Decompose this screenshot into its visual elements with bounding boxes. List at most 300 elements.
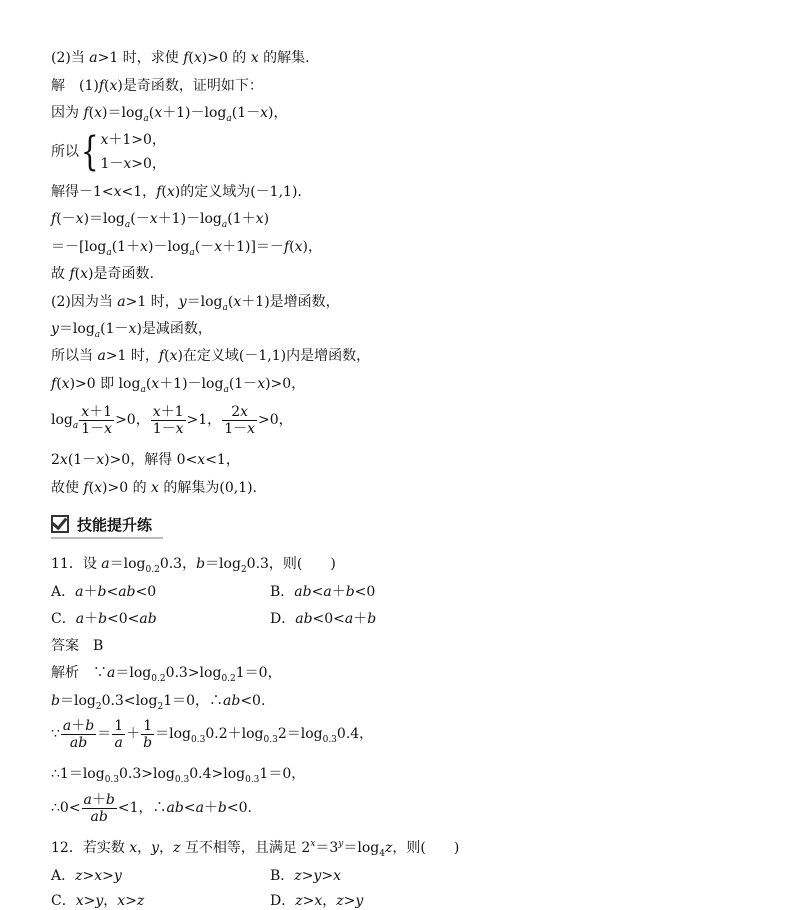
solution-line	[51, 265, 154, 283]
var: b	[105, 791, 115, 808]
var: a	[97, 348, 106, 364]
text: )是奇函数，证明如下：	[117, 78, 263, 94]
subscript: 0.3	[322, 735, 337, 745]
solution-line	[51, 479, 257, 497]
subscript: 2	[240, 565, 247, 575]
text: <0	[354, 584, 376, 600]
text: log	[51, 412, 73, 428]
var: f	[83, 105, 89, 121]
text: ＝log	[205, 556, 241, 572]
var: b	[345, 584, 355, 600]
fraction-line	[51, 402, 293, 440]
text: 1＝0，	[259, 766, 306, 782]
text: B．	[270, 868, 295, 884]
var: x	[123, 156, 132, 172]
text: 因为	[51, 105, 84, 121]
text: (－	[130, 211, 150, 227]
text: )>0 即 log	[69, 376, 141, 392]
subscript: 0.2	[151, 674, 166, 684]
var: x	[109, 78, 118, 94]
subscript: 0.3	[104, 775, 120, 785]
subscript: 0.3	[263, 735, 278, 745]
text: (1－	[67, 452, 97, 468]
text: A．	[51, 584, 76, 600]
solution-line	[51, 375, 305, 395]
text: (1－	[231, 105, 261, 121]
solution-line	[51, 77, 263, 95]
fraction	[79, 404, 114, 437]
text: ，	[137, 840, 152, 856]
var: z	[136, 893, 145, 909]
text: (	[188, 50, 194, 66]
text: (	[227, 294, 234, 310]
inequality-system	[51, 128, 166, 176]
var: a	[101, 556, 110, 572]
subscript: a	[226, 114, 232, 124]
subscript: a	[140, 385, 146, 395]
text: 0.4，	[336, 726, 374, 742]
var: y	[178, 294, 187, 310]
section-title: 技能提升练	[77, 515, 153, 534]
text: 2＝log	[277, 726, 323, 742]
text: <0<	[312, 611, 345, 627]
text: 12．若实数	[51, 840, 130, 856]
text: )>0，	[265, 376, 306, 392]
var: x	[257, 376, 266, 392]
var: y	[313, 868, 322, 884]
text: ＝log	[155, 726, 192, 742]
var: x	[149, 211, 158, 227]
text: 0.3，则( )	[246, 556, 336, 572]
text: ＋	[126, 726, 141, 742]
text: ＋	[83, 584, 98, 600]
solution-line	[51, 104, 287, 124]
option-b	[270, 867, 341, 885]
superscript: x	[310, 839, 316, 849]
option-d	[270, 892, 363, 910]
analysis-line	[51, 692, 265, 712]
text: <	[183, 800, 196, 816]
var: x	[250, 50, 259, 66]
text: >0，	[115, 412, 150, 428]
text: ∴1＝log	[51, 766, 105, 782]
text: >	[343, 893, 356, 909]
text: )在定义域(－1,1)内是增函数，	[177, 348, 371, 364]
var: ab	[294, 584, 312, 600]
denominator: ab	[69, 734, 88, 751]
text: (1－	[100, 321, 129, 337]
fraction	[61, 718, 96, 751]
var: ab	[223, 693, 241, 709]
text: 故	[51, 266, 70, 282]
var: x	[128, 321, 137, 337]
text: ＋	[353, 611, 368, 627]
subscript: 0.3	[174, 775, 190, 785]
heading-underline	[51, 537, 163, 539]
question-part-2	[51, 49, 310, 67]
text: 0.3>log	[119, 766, 175, 782]
subscript: a	[223, 385, 229, 395]
text: ＋1)]＝－	[222, 239, 284, 255]
text: 解析 ∵	[51, 665, 107, 681]
text: )＝log	[83, 211, 125, 227]
subscript: a	[189, 248, 195, 258]
text: <1，	[205, 452, 240, 468]
solution-line	[51, 238, 322, 258]
var: ab	[118, 584, 136, 600]
denominator: b	[143, 734, 153, 751]
text: D．	[270, 611, 296, 627]
option-c	[51, 892, 144, 910]
text: )是奇函数.	[88, 266, 154, 282]
text: ＋1)是增函数，	[241, 294, 340, 310]
text: ＋	[84, 611, 99, 627]
var: x	[104, 420, 113, 437]
text: 1＝0，	[235, 665, 282, 681]
checkbox-check-icon	[51, 515, 69, 533]
subscript: 2	[157, 702, 164, 712]
fraction	[112, 718, 125, 751]
var: a	[75, 584, 84, 600]
var: ab	[166, 800, 184, 816]
text: >1，	[186, 412, 222, 428]
text: 1－	[152, 420, 176, 437]
var: x	[59, 452, 68, 468]
option-a	[51, 583, 156, 601]
text: ，	[159, 840, 174, 856]
var: x	[100, 132, 109, 148]
subscript: a	[94, 330, 101, 340]
var: y	[95, 893, 104, 909]
var: z	[294, 868, 302, 884]
text: 0.2＋log	[205, 726, 264, 742]
text: ∴0<	[51, 800, 81, 816]
var: a	[75, 611, 85, 627]
option-a	[51, 867, 122, 885]
var: b	[51, 693, 60, 709]
var: x	[152, 403, 161, 420]
text: 互不相等，且满足 2	[180, 840, 311, 856]
text: )	[263, 211, 270, 227]
subscript: a	[222, 303, 228, 313]
var: y	[113, 868, 122, 884]
numerator: 1	[141, 718, 154, 735]
var: f	[283, 239, 290, 255]
var: x	[80, 266, 89, 282]
text: 的解集.	[258, 50, 310, 66]
var: b	[217, 800, 227, 816]
denominator: ab	[90, 808, 108, 825]
text: ＋	[331, 584, 346, 600]
text: ＋1	[89, 403, 113, 420]
var: x	[169, 348, 178, 364]
var: f	[69, 266, 75, 282]
solution-line	[51, 347, 370, 365]
var: x	[214, 239, 223, 255]
text: >	[102, 868, 114, 884]
text: 所以	[51, 144, 79, 160]
var: z	[173, 840, 181, 856]
var: x	[117, 893, 126, 909]
text: ＋1)－log	[157, 211, 222, 227]
var: f	[83, 480, 89, 496]
text: (	[145, 376, 152, 392]
brace: {	[80, 129, 99, 175]
text: ＋	[203, 800, 218, 816]
text: >	[301, 868, 314, 884]
text: ＝log	[58, 321, 95, 337]
text: D．	[270, 893, 296, 909]
var: x	[94, 105, 103, 121]
text: (2)当	[51, 50, 90, 66]
var: x	[260, 105, 269, 121]
var: z	[295, 893, 303, 909]
analysis-line	[51, 664, 282, 684]
text: (1－	[228, 376, 258, 392]
question-11-stem	[51, 555, 336, 575]
text: <	[106, 584, 119, 600]
text: 1－	[224, 420, 248, 437]
text: 0.3<log	[101, 693, 158, 709]
text: <	[311, 584, 324, 600]
subscript: 0.2	[221, 674, 236, 684]
var: b	[367, 611, 377, 627]
text: )的定义域为(－1,1).	[174, 184, 302, 200]
text: ＋1>0，	[108, 132, 166, 148]
text: >1 时，	[105, 348, 159, 364]
var: x	[129, 840, 138, 856]
text: B．	[270, 584, 295, 600]
text: ＝log	[109, 556, 146, 572]
text: <0	[135, 584, 157, 600]
var: x	[166, 184, 175, 200]
text: ＝log	[186, 294, 223, 310]
var: x	[233, 294, 242, 310]
text: )，	[268, 105, 288, 121]
text: >1 时，	[125, 294, 179, 310]
text: 1－	[100, 156, 124, 172]
var: a	[62, 717, 72, 734]
analysis-line	[51, 765, 305, 785]
text: >1 时，求使	[97, 50, 184, 66]
analysis-line-fractions	[51, 790, 252, 826]
option-d	[270, 610, 376, 628]
var: x	[81, 403, 90, 420]
text: 0.3，	[159, 556, 197, 572]
subscript: 0.3	[245, 775, 260, 785]
fraction	[222, 404, 257, 437]
var: x	[75, 211, 84, 227]
text: ＝log	[343, 840, 380, 856]
text: )>0 的	[201, 50, 251, 66]
option-c	[51, 610, 157, 628]
var: f	[51, 376, 57, 392]
text: (－	[56, 211, 76, 227]
var: x	[151, 376, 160, 392]
text: ＝	[97, 726, 112, 742]
text: <0<	[107, 611, 140, 627]
text: (	[88, 105, 95, 121]
var: x	[61, 376, 70, 392]
var: a	[83, 791, 92, 808]
text: )，	[302, 239, 322, 255]
var: x	[75, 893, 84, 909]
var: f	[51, 211, 57, 227]
var: x	[94, 480, 103, 496]
text: >0，	[258, 412, 293, 428]
var: y	[355, 893, 364, 909]
text: (	[148, 105, 155, 121]
subscript: a	[143, 114, 149, 124]
subscript: 0.3	[191, 735, 206, 745]
var: x	[314, 893, 323, 909]
var: f	[158, 348, 165, 364]
text: ＝－[log	[51, 239, 107, 255]
question-12-stem	[51, 839, 459, 859]
text: (	[289, 239, 295, 255]
var: f	[156, 184, 162, 200]
var: b	[196, 556, 206, 572]
subscript: 2	[95, 702, 102, 712]
text: )＝log	[102, 105, 144, 121]
text: >	[125, 893, 137, 909]
analysis-line-fractions	[51, 716, 373, 754]
var: b	[97, 584, 107, 600]
var: a	[344, 611, 354, 627]
text: (	[88, 480, 95, 496]
text: ＋	[91, 791, 106, 808]
var: a	[117, 294, 126, 310]
text: ∵	[51, 726, 60, 742]
text: ＋1)－log	[162, 105, 227, 121]
text: >	[82, 868, 95, 884]
text: )－log	[148, 239, 190, 255]
var: x	[333, 868, 341, 884]
text: 2	[231, 403, 241, 420]
subscript: a	[221, 220, 228, 230]
text: 1＝0，∴	[163, 693, 224, 709]
text: ＝3	[315, 840, 339, 856]
text: <0.	[240, 693, 266, 709]
text: 故使	[51, 480, 84, 496]
var: ab	[295, 611, 313, 627]
text: ，	[322, 893, 337, 909]
var: y	[151, 840, 160, 856]
solution-line	[51, 451, 240, 469]
text: (	[104, 78, 110, 94]
superscript: y	[338, 839, 344, 849]
text: >	[321, 868, 334, 884]
var: x	[140, 239, 148, 255]
text: (1＋	[227, 211, 256, 227]
text: C．	[51, 893, 76, 909]
subscript: a	[106, 248, 112, 258]
var: z	[385, 840, 393, 856]
var: b	[85, 717, 95, 734]
var: f	[183, 50, 189, 66]
option-b	[270, 583, 375, 601]
var: x	[96, 452, 105, 468]
var: x	[94, 868, 103, 884]
solution-line	[51, 293, 340, 313]
text: (2)因为当	[51, 294, 118, 310]
text: (	[74, 266, 81, 282]
text: ＋1	[160, 403, 184, 420]
var: x	[240, 403, 249, 420]
fraction	[141, 718, 154, 751]
text: (	[56, 376, 62, 392]
text: 11．设	[51, 556, 102, 572]
system-rows	[100, 128, 165, 176]
var: a	[195, 800, 204, 816]
var: z	[75, 868, 83, 884]
var: a	[323, 584, 332, 600]
text: A．	[51, 868, 76, 884]
answer: 答案 B	[51, 638, 104, 654]
solution-line	[51, 183, 302, 201]
text: )是减函数，	[136, 321, 212, 337]
text: ＋	[71, 717, 86, 734]
var: x	[197, 452, 206, 468]
subscript: a	[72, 421, 79, 431]
subscript: a	[124, 220, 131, 230]
fraction	[82, 792, 117, 825]
solution-line	[51, 320, 212, 340]
text: >	[302, 893, 315, 909]
text: ，则( )	[392, 840, 460, 856]
var: x	[247, 420, 256, 437]
denominator: a	[114, 734, 123, 751]
var: x	[151, 480, 159, 496]
text: (	[161, 184, 167, 200]
var: x	[113, 184, 122, 200]
var: a	[89, 50, 98, 66]
text: ＝log	[115, 665, 152, 681]
text: 的解集为(0,1).	[158, 480, 258, 496]
text: 0.3>log	[165, 665, 222, 681]
var: f	[98, 78, 105, 94]
text: 1－	[81, 420, 105, 437]
text: >	[83, 893, 96, 909]
text: <1，∴	[117, 800, 167, 816]
var: y	[51, 321, 59, 337]
numerator: 1	[114, 717, 124, 734]
var: z	[336, 893, 344, 909]
text: 2	[51, 452, 60, 468]
var: ab	[139, 611, 157, 627]
var: x	[255, 211, 264, 227]
solution-line	[51, 210, 269, 230]
fraction	[151, 404, 186, 437]
text: 解得－1<	[51, 184, 114, 200]
text: 0.4>log	[189, 766, 246, 782]
text: ＝log	[59, 693, 96, 709]
var: a	[107, 665, 116, 681]
text: >0，	[131, 156, 166, 172]
var: x	[154, 105, 163, 121]
section-heading	[51, 513, 152, 535]
text: <0.	[226, 800, 252, 816]
text: (1＋	[111, 239, 141, 255]
text: <1，	[121, 184, 157, 200]
var: x	[175, 420, 184, 437]
text: ，	[103, 893, 118, 909]
text: )>0，解得 0<	[104, 452, 198, 468]
subscript: 0.2	[145, 565, 160, 575]
text: ＋1)－log	[159, 376, 224, 392]
text: 所以当	[51, 348, 98, 364]
text: 解 (1)	[51, 78, 99, 94]
